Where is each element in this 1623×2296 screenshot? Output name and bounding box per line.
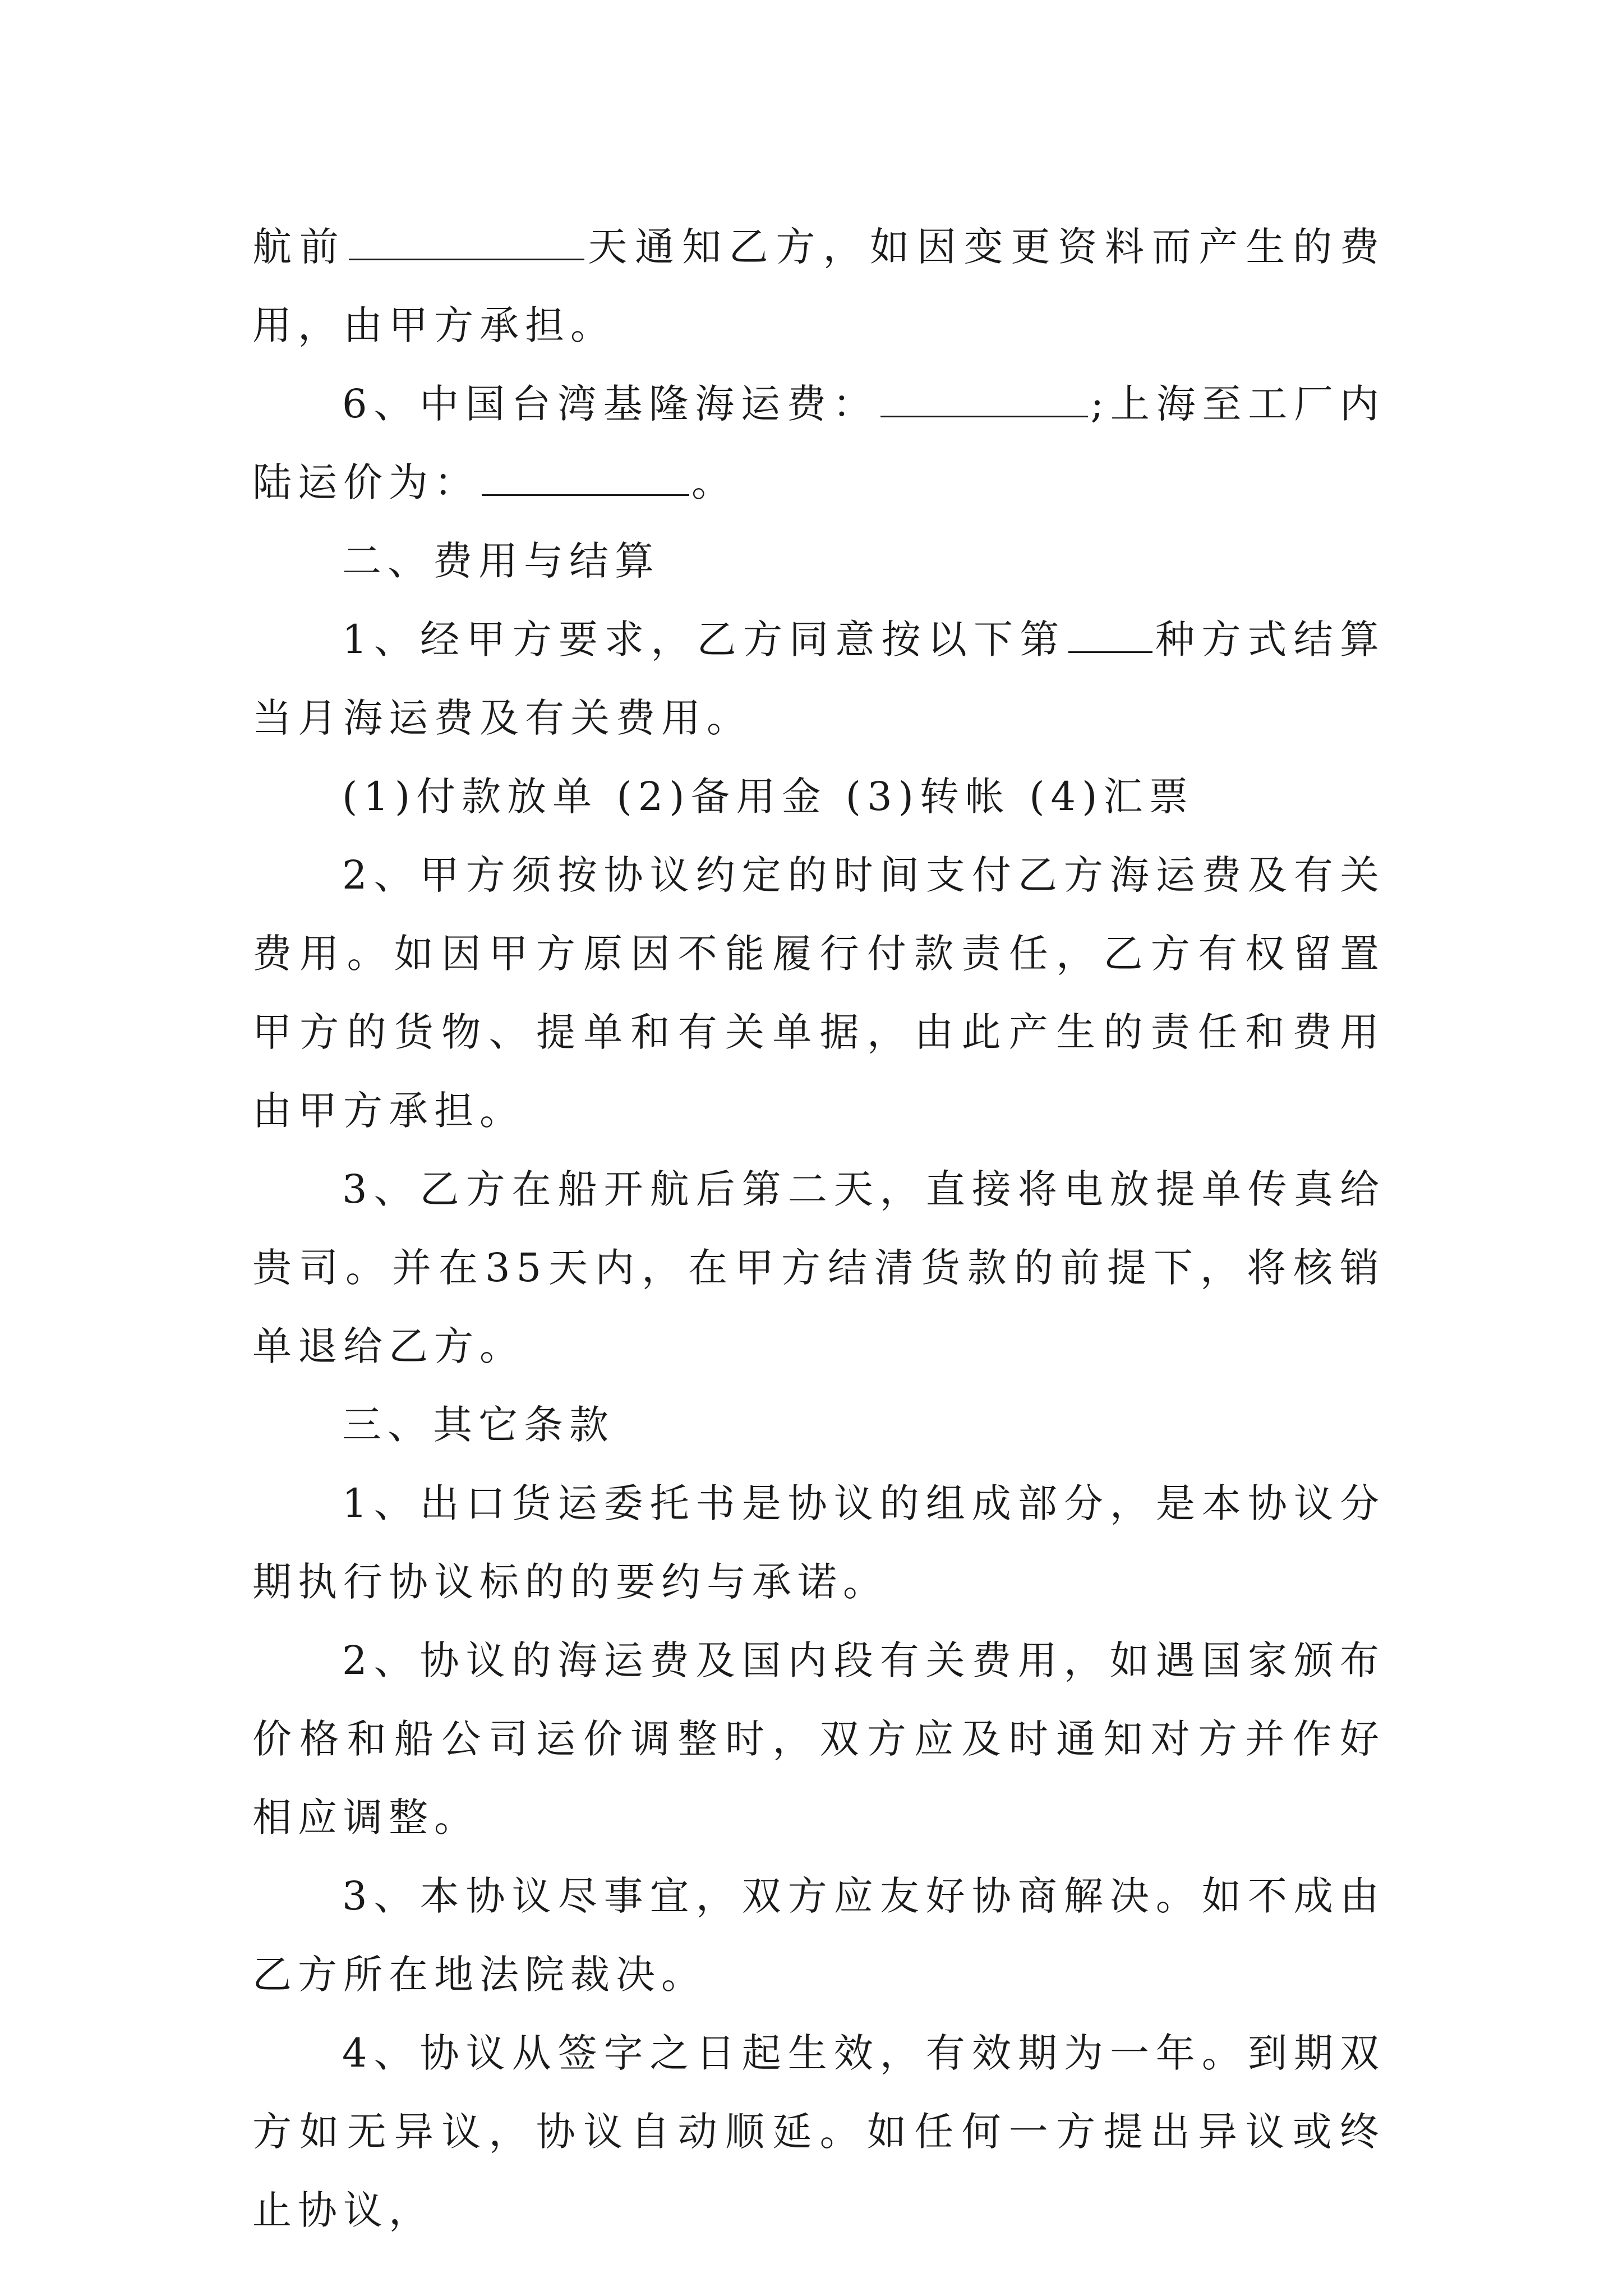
document-body	[252, 208, 1385, 2249]
paragraph-text: ;上海至工厂内陆运价为：	[252, 381, 1385, 505]
paragraph-text: 。	[691, 459, 737, 505]
paragraph-freight-rates	[252, 365, 1385, 522]
paragraph-notice-continuation	[252, 208, 1385, 365]
paragraph-payment-options: (1)付款放单 (2)备用金 (3)转帐 (4)汇票	[342, 774, 1195, 820]
paragraph-payment-obligation: 2、甲方须按协议约定的时间支付乙方海运费及有关费用。如因甲方原因不能履行付款责任，乙方有权留置甲方的货物、提单和有关单据，由此产生的责任和费用由甲方承担。	[252, 852, 1385, 1134]
paragraph-text: 天通知乙方，如因变更资料而产生的费用，由甲方承担。	[252, 224, 1386, 348]
blank-keelung-freight-field[interactable]	[880, 381, 1088, 417]
paragraph-text: 1、经甲方要求，乙方同意按以下第	[342, 616, 1066, 662]
blank-method-number-field[interactable]	[1068, 616, 1152, 653]
paragraph-text: 航前	[252, 224, 347, 270]
section-heading-other-terms: 三、其它条款	[342, 1402, 615, 1448]
paragraph-settlement-method	[252, 600, 1385, 757]
paragraph-text: 6、中国台湾基隆海运费：	[342, 381, 879, 427]
paragraph-telex-release: 3、乙方在船开航后第二天，直接将电放提单传真给贵司。并在35天内，在甲方结清货款的前提下，将核销单退给乙方。	[252, 1166, 1385, 1369]
blank-inland-freight-field[interactable]	[482, 459, 689, 496]
paragraph-text: 种方式结算当月海运费及有关费用。	[252, 616, 1386, 741]
paragraph-validity: 4、协议从签字之日起生效，有效期为一年。到期双方如无异议，协议自动顺延。如任何一方提出异议或终止协议，	[252, 2030, 1385, 2233]
blank-days-field[interactable]	[349, 224, 584, 260]
paragraph-dispute-resolution: 3、本协议尽事宜，双方应友好协商解决。如不成由乙方所在地法院裁决。	[252, 1873, 1385, 1998]
paragraph-consignment: 1、出口货运委托书是协议的组成部分，是本协议分期执行协议标的的要约与承诺。	[252, 1480, 1385, 1605]
section-heading-fees-settlement: 二、费用与结算	[342, 538, 660, 584]
paragraph-rate-adjustment: 2、协议的海运费及国内段有关费用，如遇国家颁布价格和船公司运价调整时，双方应及时通知对方并作好相应调整。	[252, 1637, 1385, 1841]
